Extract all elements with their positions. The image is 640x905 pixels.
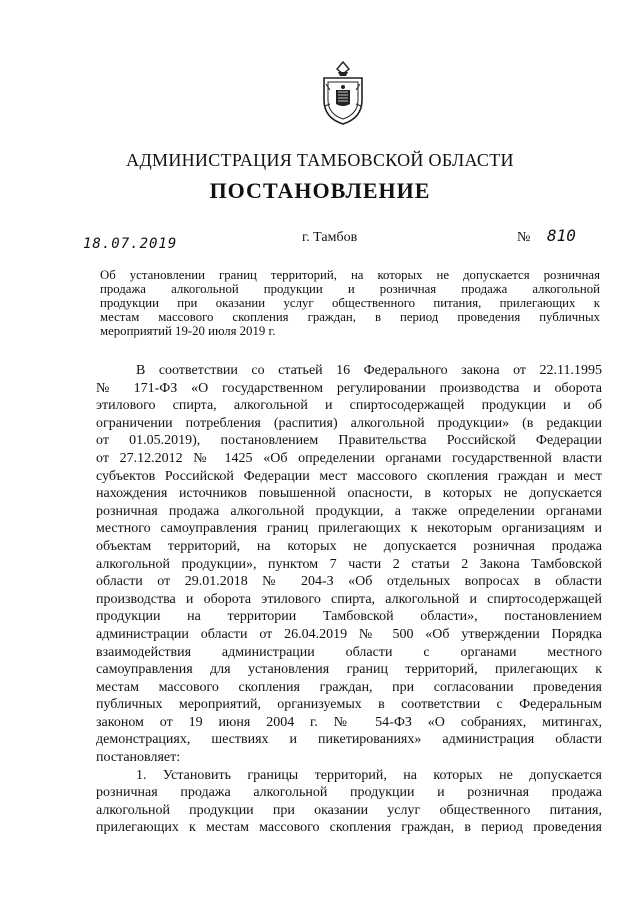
body-line: самоуправления для установления границ территорий, прилегающих к	[96, 662, 602, 678]
body-line: постановляет:	[96, 750, 181, 766]
body-line: области от 29.01.2018 № 204-З «Об отдельных вопросах в области	[96, 574, 602, 590]
document-body	[96, 362, 602, 837]
subject-line: мероприятий 19-20 июля 2019 г.	[100, 324, 276, 338]
document-date: 18.07.2019	[83, 236, 178, 252]
body-line: алкогольной продукции», пунктом 7 части 2 статьи 2 Закона Тамбовской	[96, 556, 602, 572]
subject-line: продукции при оказании услуг общественного питания, прилегающих к	[100, 296, 600, 310]
body-line: производства и оборота этилового спирта, алкогольной и спиртосодержащей	[96, 591, 602, 607]
subject-line: продажа алкогольной продукции и розничная продажа алкогольной	[100, 282, 600, 296]
body-line: от 27.12.2012 № 1425 «Об определении органами государственной власти	[96, 450, 602, 466]
body-line: В соответствии со статьей 16 Федерального закона от 22.11.1995	[136, 363, 602, 378]
body-line: законом от 19 июня 2004 г. № 54-ФЗ «О собраниях, митингах,	[96, 714, 602, 730]
body-line: розничная продажа алкогольной продукции и розничная продажа	[96, 785, 602, 801]
body-line: местам массового скопления граждан, при согласовании проведения	[96, 679, 602, 695]
document-city: г. Тамбов	[302, 230, 358, 245]
document-type-title: ПОСТАНОВЛЕНИЕ	[209, 178, 431, 203]
body-line: демонстрациях, шествиях и пикетированиях» администрация области	[96, 732, 602, 748]
body-line: субъектов Российской Федерации мест массового скопления граждан и мест	[96, 468, 602, 484]
body-line: взаимодействия администрации области с органами местного	[96, 644, 602, 660]
body-line: розничная продажа алкогольной продукции, а также определении органами	[96, 503, 602, 519]
body-line: публичных мероприятий, организуемых в соответствии с Федеральным	[96, 697, 602, 713]
coat-of-arms-emblem	[318, 60, 368, 126]
body-line: 1. Установить границы территорий, на которых не допускается	[136, 767, 602, 783]
body-line: местного самоуправления границ прилегающих к некоторым организациям и	[96, 521, 602, 537]
body-line: продукции на территории Тамбовской области», постановлением	[96, 609, 602, 625]
body-line: администрации области от 26.04.2019 № 500 «Об утверждении Порядка	[96, 626, 602, 642]
body-line: прилегающих к местам массового скопления граждан, в период проведения	[96, 820, 602, 836]
body-line: этилового спирта, алкогольной и спиртосодержащей продукции и об	[96, 398, 602, 414]
body-line: объектам территорий, на которых не допускается розничная продажа	[96, 538, 602, 554]
subject-line: местам массового скопления граждан, в период проведения публичных	[100, 310, 600, 324]
body-line: № 171-ФЗ «О государственном регулировании производства и оборота	[96, 380, 602, 396]
document-number-label: №	[517, 230, 531, 245]
body-line: от 01.05.2019), постановлением Правительства Российской Федерации	[96, 433, 602, 449]
document-subject	[100, 268, 600, 338]
organization-title: АДМИНИСТРАЦИЯ ТАМБОВСКОЙ ОБЛАСТИ	[126, 150, 514, 170]
body-line: алкогольной продукции при оказании услуг общественного питания,	[96, 802, 602, 818]
body-line: ограничении потребления (распития) алкогольной продукции» (в редакции	[96, 415, 602, 431]
subject-line: Об установлении границ территорий, на которых не допускается розничная	[100, 268, 600, 282]
body-line: нахождения источников повышенной опасности, в которых не допускается	[96, 486, 602, 502]
document-number: 810	[547, 226, 576, 245]
